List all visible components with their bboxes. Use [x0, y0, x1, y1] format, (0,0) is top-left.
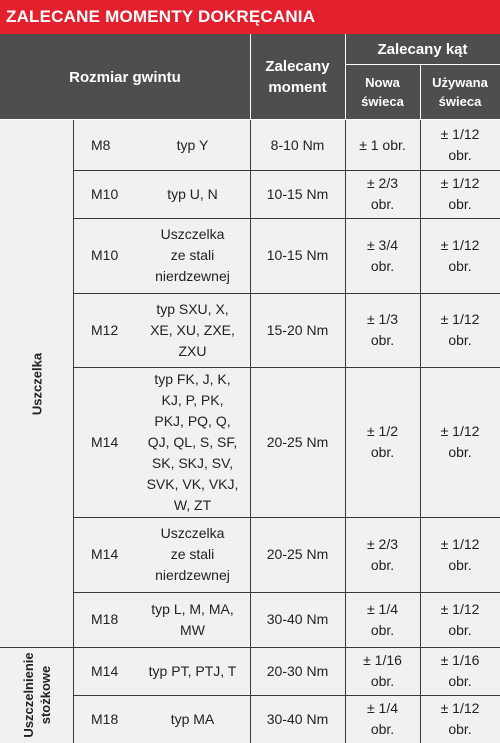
- plug-type-cell: [135, 218, 250, 293]
- line-text: ze stali: [170, 247, 215, 263]
- line-text: obr.: [370, 332, 395, 348]
- used-plug-angle-cell: [420, 517, 500, 592]
- line-text: ± 2/3: [366, 175, 399, 191]
- column-divider: [73, 120, 74, 743]
- thread-size-cell: M14: [73, 647, 250, 695]
- column-divider: [420, 120, 421, 743]
- header-thread-size: Rozmiar gwintu: [0, 34, 250, 120]
- plug-type-cell: [135, 170, 250, 218]
- moment-cell: 10-15 Nm: [250, 170, 345, 218]
- new-plug-angle-cell: [345, 120, 420, 170]
- line-text: obr.: [448, 621, 472, 638]
- row-divider: [73, 695, 500, 696]
- line-text: Używana: [432, 75, 488, 90]
- line-text: obr.: [448, 147, 472, 163]
- line-text: PKJ, PQ, Q,: [154, 412, 231, 429]
- new-plug-angle-cell: [345, 517, 420, 592]
- line-text: obr.: [448, 196, 472, 212]
- line-text: świeca: [361, 94, 404, 109]
- thread-size-cell: M10: [73, 170, 250, 218]
- moment-cell: 10-15 Nm: [250, 218, 345, 293]
- plug-type-cell: [135, 647, 250, 695]
- used-plug-angle-cell: [420, 367, 500, 517]
- row-divider: [73, 592, 500, 593]
- line-text: ± 1/12: [440, 423, 480, 439]
- used-plug-angle-cell: [420, 695, 500, 743]
- group-label-text: [28, 352, 45, 414]
- line-text: nierdzewnej: [155, 268, 230, 284]
- line-text: typ Y: [176, 136, 209, 153]
- line-text: moment: [268, 79, 327, 96]
- moment-cell: 20-25 Nm: [250, 367, 345, 517]
- moment-cell: 30-40 Nm: [250, 592, 345, 647]
- line-text: ± 1/12: [440, 535, 480, 552]
- plug-type-cell: [135, 293, 250, 367]
- line-text: ± 1/12: [440, 311, 480, 327]
- line-text: SVK, VK, VKJ,: [146, 475, 239, 492]
- line-text: typ L, M, MA,: [151, 600, 234, 617]
- used-plug-angle-cell: [420, 170, 500, 218]
- thread-size-cell: M18: [73, 695, 250, 743]
- line-text: obr.: [370, 257, 395, 274]
- header-divider: [345, 64, 500, 65]
- moment-cell: 30-40 Nm: [250, 695, 345, 743]
- header-new-plug: [345, 64, 420, 120]
- line-text: obr.: [448, 257, 472, 274]
- line-text: ± 1/4: [366, 700, 399, 716]
- thread-size-cell: M14: [73, 517, 250, 592]
- thread-size-cell: M12: [73, 293, 250, 367]
- header-recommended-moment: [250, 34, 345, 120]
- line-text: obr.: [370, 673, 395, 689]
- plug-type-cell: [135, 517, 250, 592]
- line-text: QJ, QL, S, SF,: [147, 433, 238, 450]
- line-text: KJ, P, PK,: [161, 391, 224, 408]
- line-text: MW: [180, 621, 205, 638]
- used-plug-angle-cell: [420, 293, 500, 367]
- line-text: nierdzewnej: [155, 567, 230, 583]
- plug-type-cell: [135, 120, 250, 170]
- line-text: stożkowe: [37, 665, 53, 725]
- line-text: XE, XU, ZXE,: [150, 321, 235, 338]
- new-plug-angle-cell: [345, 647, 420, 695]
- used-plug-angle-cell: [420, 647, 500, 695]
- group-label-0: [0, 120, 73, 647]
- used-plug-angle-cell: [420, 120, 500, 170]
- column-divider: [250, 120, 251, 743]
- moment-cell: 15-20 Nm: [250, 293, 345, 367]
- line-text: obr.: [370, 621, 395, 638]
- line-text: Uszczelka: [160, 525, 225, 541]
- new-plug-angle-cell: [345, 695, 420, 743]
- row-divider: [73, 367, 500, 368]
- line-text: obr.: [448, 673, 472, 689]
- row-divider: [0, 647, 500, 648]
- group-label-text: [20, 652, 54, 737]
- line-text: ± 1/12: [440, 175, 480, 191]
- line-text: obr.: [448, 721, 472, 737]
- line-text: ± 1/16: [440, 652, 480, 668]
- row-divider: [73, 218, 500, 219]
- line-text: obr.: [448, 556, 472, 573]
- header-used-plug: [420, 64, 500, 120]
- thread-size-cell: M18: [73, 592, 250, 647]
- header-recommended-angle: Zalecany kąt: [345, 34, 500, 64]
- row-divider: [73, 517, 500, 518]
- new-plug-angle-cell: [345, 170, 420, 218]
- used-plug-angle-cell: [420, 592, 500, 647]
- line-text: typ MA: [170, 710, 215, 727]
- line-text: typ U, N: [167, 185, 218, 202]
- moment-cell: 20-30 Nm: [250, 647, 345, 695]
- line-text: Zalecany: [265, 58, 330, 75]
- moment-cell: 20-25 Nm: [250, 517, 345, 592]
- line-text: ± 3/4: [366, 236, 399, 253]
- thread-size-cell: M8: [73, 120, 250, 170]
- plug-type-cell: [135, 695, 250, 743]
- new-plug-angle-cell: [345, 592, 420, 647]
- line-text: obr.: [370, 556, 395, 573]
- line-text: Uszczelka: [160, 226, 225, 242]
- plug-type-cell: [135, 592, 250, 647]
- line-text: obr.: [370, 196, 395, 212]
- line-text: ± 1/3: [366, 311, 399, 327]
- table-title: ZALECANE MOMENTY DOKRĘCANIA: [0, 0, 500, 34]
- header-divider: [420, 64, 421, 120]
- new-plug-angle-cell: [345, 293, 420, 367]
- line-text: ± 1/4: [366, 600, 399, 617]
- line-text: ± 1/12: [440, 126, 480, 142]
- line-text: obr.: [448, 332, 472, 348]
- row-divider: [73, 170, 500, 171]
- thread-size-cell: M14: [73, 367, 250, 517]
- thread-size-cell: M10: [73, 218, 250, 293]
- line-text: obr.: [370, 721, 395, 737]
- header-divider: [250, 34, 251, 120]
- line-text: świeca: [438, 94, 482, 109]
- line-text: Nowa: [365, 75, 400, 90]
- group-label-1: [0, 647, 73, 743]
- new-plug-angle-cell: [345, 218, 420, 293]
- line-text: ± 2/3: [366, 535, 399, 552]
- line-text: ± 1/16: [363, 652, 402, 668]
- line-text: W, ZT: [173, 496, 212, 513]
- moment-cell: 8-10 Nm: [250, 120, 345, 170]
- line-text: obr.: [370, 444, 395, 460]
- line-text: obr.: [448, 444, 472, 460]
- line-text: Uszczelnienie: [20, 652, 36, 738]
- line-text: Uszczelka: [29, 352, 44, 415]
- plug-type-cell: [135, 367, 250, 517]
- line-text: ± 1/12: [440, 600, 480, 617]
- column-divider: [345, 120, 346, 743]
- row-divider: [73, 293, 500, 294]
- header-divider: [345, 34, 346, 120]
- used-plug-angle-cell: [420, 218, 500, 293]
- line-text: typ FK, J, K,: [154, 370, 231, 387]
- line-text: SK, SKJ, SV,: [151, 454, 234, 471]
- line-text: ± 1/12: [440, 236, 480, 253]
- line-text: ZXU: [178, 342, 207, 359]
- line-text: typ PT, PTJ, T: [148, 662, 237, 679]
- new-plug-angle-cell: [345, 367, 420, 517]
- line-text: typ SXU, X,: [156, 300, 229, 317]
- line-text: ± 1/12: [440, 700, 480, 716]
- line-text: ze stali: [170, 546, 215, 562]
- line-text: ± 1/2: [366, 423, 399, 439]
- line-text: ± 1 obr.: [359, 136, 406, 153]
